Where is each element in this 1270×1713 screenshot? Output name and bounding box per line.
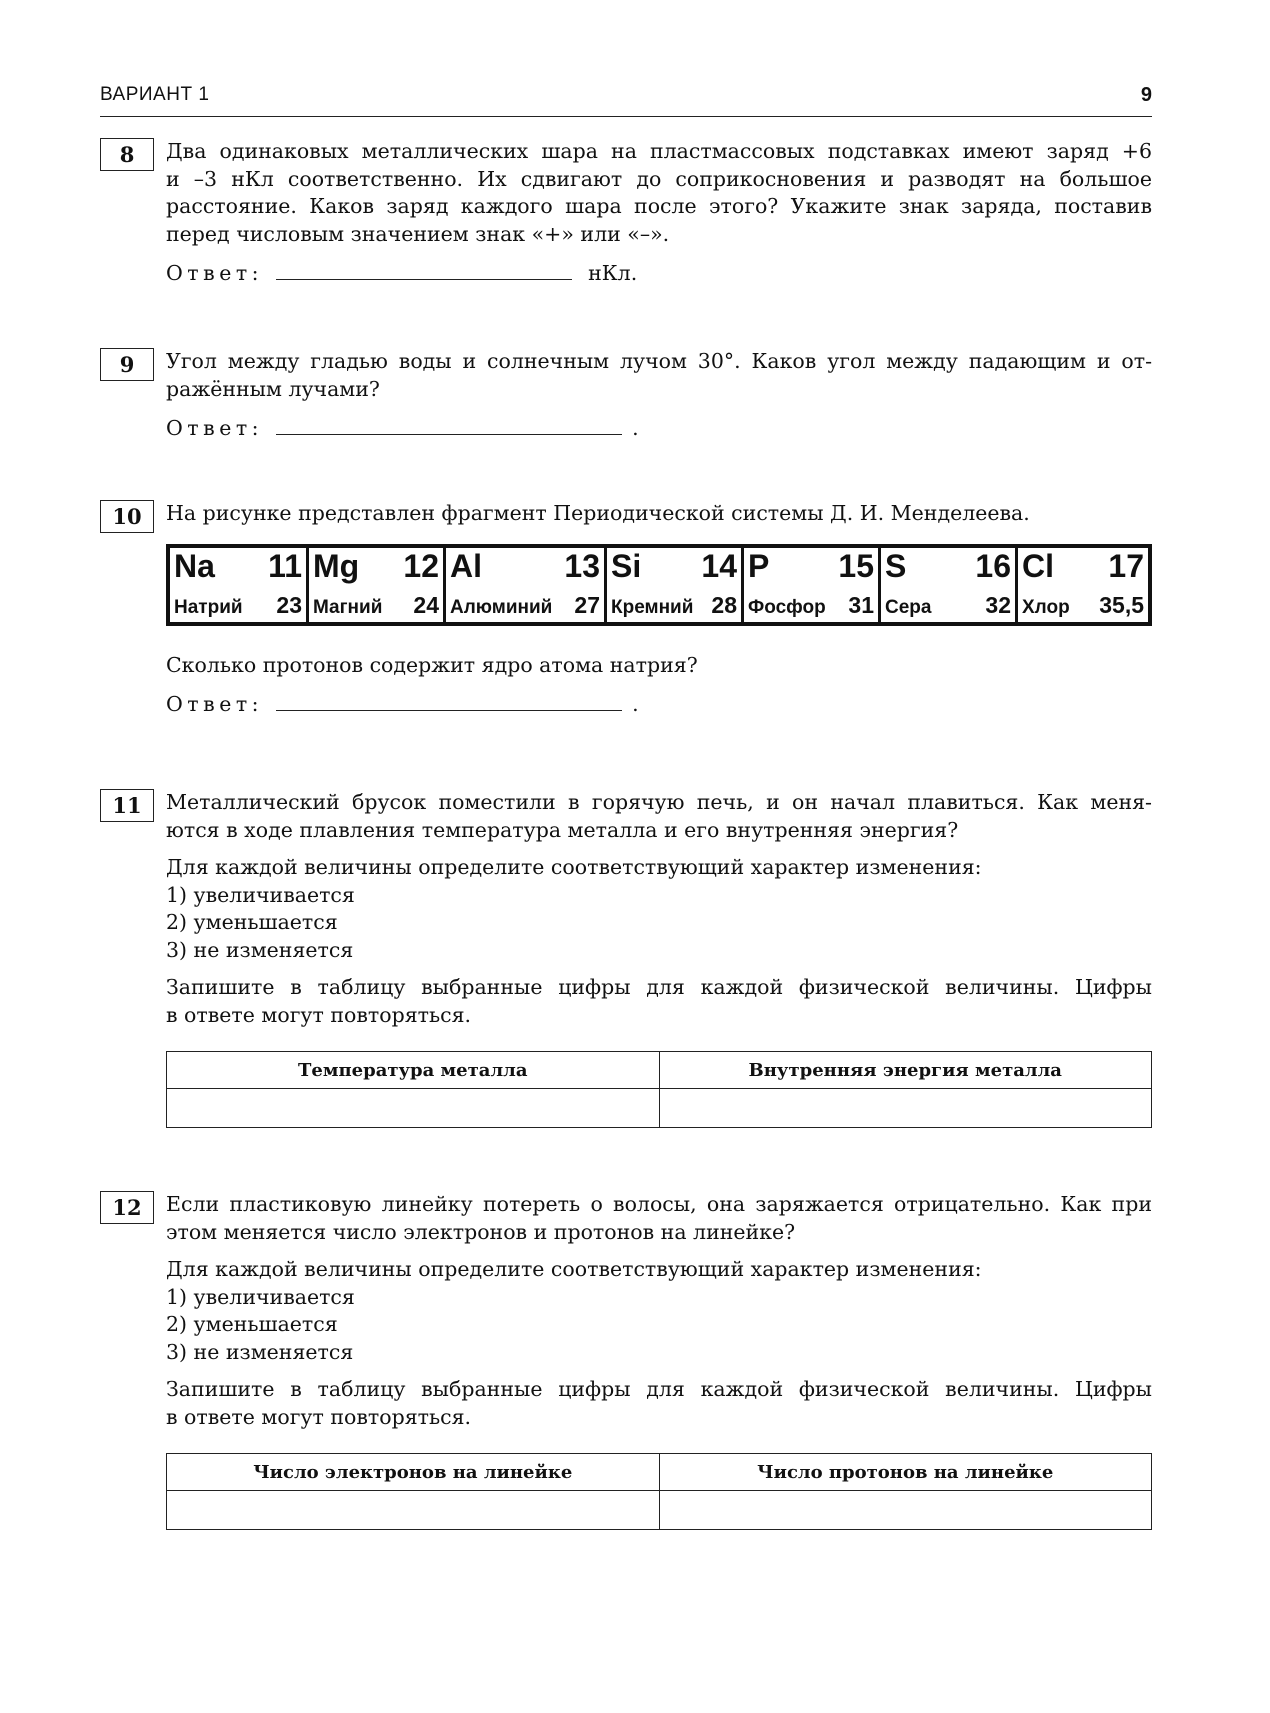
option-item: 1) увеличивается bbox=[166, 1284, 355, 1309]
answer-table-header: Внутренняя энергия металла bbox=[659, 1052, 1152, 1089]
answer-cell[interactable] bbox=[167, 1089, 660, 1128]
answer-table-header: Температура металла bbox=[167, 1052, 660, 1089]
task-number: 9 bbox=[100, 348, 154, 381]
answer-label: Ответ: bbox=[166, 692, 264, 716]
answer-table-header: Число протонов на линейке bbox=[659, 1454, 1152, 1491]
task-text-line: ются в ходе плавления температура металла и его внутренняя энергия? bbox=[166, 817, 959, 842]
task-text-line: ражённым лучами? bbox=[166, 376, 380, 401]
element-name: Сера bbox=[885, 596, 932, 618]
answer-cell[interactable] bbox=[659, 1089, 1152, 1128]
element-name: Алюминий bbox=[450, 596, 553, 618]
element-cell-s bbox=[881, 548, 1018, 622]
answer-blank[interactable] bbox=[276, 692, 622, 711]
element-name: Магний bbox=[313, 596, 383, 618]
element-number: 13 bbox=[564, 547, 600, 584]
element-mass: 31 bbox=[848, 591, 874, 618]
task-text-line: На рисунке представлен фрагмент Периодической системы Д. И. Менделеева. bbox=[166, 501, 1030, 525]
task-text-line: перед числовым значением знак «+» или «–». bbox=[166, 221, 670, 246]
element-symbol: Cl bbox=[1022, 547, 1054, 584]
task-text-line: Если пластиковую линейку потереть о волосы, она заряжается отрицательно. Как при bbox=[166, 1192, 1152, 1216]
answer-unit: . bbox=[632, 692, 639, 716]
element-mass: 24 bbox=[413, 591, 439, 618]
page-number: 9 bbox=[1140, 84, 1152, 106]
element-cell-al bbox=[446, 548, 607, 622]
element-number: 12 bbox=[403, 547, 439, 584]
element-number: 16 bbox=[975, 547, 1011, 584]
element-symbol: Al bbox=[450, 547, 482, 584]
option-item: 3) не изменяется bbox=[166, 937, 354, 962]
task-text-line: Металлический брусок поместили в горячую печь, и он начал плавиться. Как меня- bbox=[166, 790, 1152, 814]
element-cell-na bbox=[170, 548, 309, 622]
task-text-line: и –3 нКл соответственно. Их сдвигают до соприкосновения и разводят на большое bbox=[166, 166, 1152, 191]
element-cell-mg bbox=[309, 548, 446, 622]
task-number: 10 bbox=[100, 500, 154, 533]
answer-unit: нКл. bbox=[588, 261, 638, 285]
element-mass: 35,5 bbox=[1099, 591, 1144, 618]
element-mass: 28 bbox=[711, 591, 737, 618]
element-name: Кремний bbox=[611, 596, 694, 618]
element-name: Хлор bbox=[1022, 596, 1070, 618]
task-number: 11 bbox=[100, 789, 154, 822]
element-cell-p bbox=[744, 548, 881, 622]
answer-table bbox=[166, 1453, 1152, 1530]
task-text-line: этом меняется число электронов и протонов на линейке? bbox=[166, 1219, 796, 1244]
answer-row bbox=[166, 691, 1152, 719]
answer-unit: . bbox=[632, 416, 639, 440]
answer-table-header: Число электронов на линейке bbox=[167, 1454, 660, 1491]
element-symbol: Si bbox=[611, 547, 642, 584]
element-name: Фосфор bbox=[748, 596, 826, 618]
task-text-line: Два одинаковых металлических шара на пластмассовых подставках имеют заряд +6 bbox=[166, 139, 1152, 163]
task-text-line: расстояние. Каков заряд каждого шара после этого? Укажите знак заряда, поставив bbox=[166, 194, 1152, 218]
answer-label: Ответ: bbox=[166, 261, 264, 285]
page-header bbox=[100, 84, 1152, 117]
answer-label: Ответ: bbox=[166, 416, 264, 440]
answer-cell[interactable] bbox=[167, 1491, 660, 1530]
task-text-line: Угол между гладью воды и солнечным лучом 30°. Каков угол между падающим и от- bbox=[166, 349, 1152, 373]
element-number: 14 bbox=[701, 547, 737, 584]
variant-label: ВАРИАНТ 1 bbox=[100, 84, 210, 105]
element-mass: 32 bbox=[985, 591, 1011, 618]
answer-blank[interactable] bbox=[276, 261, 572, 280]
task-number: 12 bbox=[100, 1191, 154, 1224]
answer-row bbox=[166, 260, 1152, 288]
task-question: Сколько протонов содержит ядро атома натрия? bbox=[166, 652, 698, 677]
task-instruction: Для каждой величины определите соответствующий характер изменения: bbox=[166, 1257, 982, 1281]
element-number: 11 bbox=[268, 547, 302, 584]
option-item: 2) уменьшается bbox=[166, 1312, 338, 1336]
answer-row bbox=[166, 415, 1152, 443]
element-mass: 27 bbox=[574, 591, 600, 618]
periodic-table-fragment bbox=[166, 544, 1152, 626]
answer-cell[interactable] bbox=[659, 1491, 1152, 1530]
element-symbol: P bbox=[748, 547, 770, 584]
element-symbol: S bbox=[885, 547, 907, 584]
option-item: 1) увеличивается bbox=[166, 882, 355, 907]
option-item: 3) не изменяется bbox=[166, 1339, 354, 1364]
task-number: 8 bbox=[100, 138, 154, 171]
table-note-line: Запишите в таблицу выбранные цифры для каждой физической величины. Цифры bbox=[166, 1377, 1152, 1401]
table-note-line: в ответе могут повторяться. bbox=[166, 1404, 472, 1429]
task-instruction: Для каждой величины определите соответствующий характер изменения: bbox=[166, 855, 982, 879]
element-mass: 23 bbox=[276, 591, 302, 618]
element-cell-si bbox=[607, 548, 744, 622]
table-note-line: в ответе могут повторяться. bbox=[166, 1002, 472, 1027]
answer-blank[interactable] bbox=[276, 416, 622, 435]
table-note-line: Запишите в таблицу выбранные цифры для каждой физической величины. Цифры bbox=[166, 975, 1152, 999]
element-name: Натрий bbox=[174, 596, 243, 618]
element-number: 15 bbox=[838, 547, 874, 584]
element-cell-cl bbox=[1018, 548, 1148, 622]
answer-table bbox=[166, 1051, 1152, 1128]
element-symbol: Mg bbox=[313, 547, 360, 584]
option-item: 2) уменьшается bbox=[166, 910, 338, 934]
element-number: 17 bbox=[1108, 547, 1144, 584]
element-symbol: Na bbox=[174, 547, 215, 584]
